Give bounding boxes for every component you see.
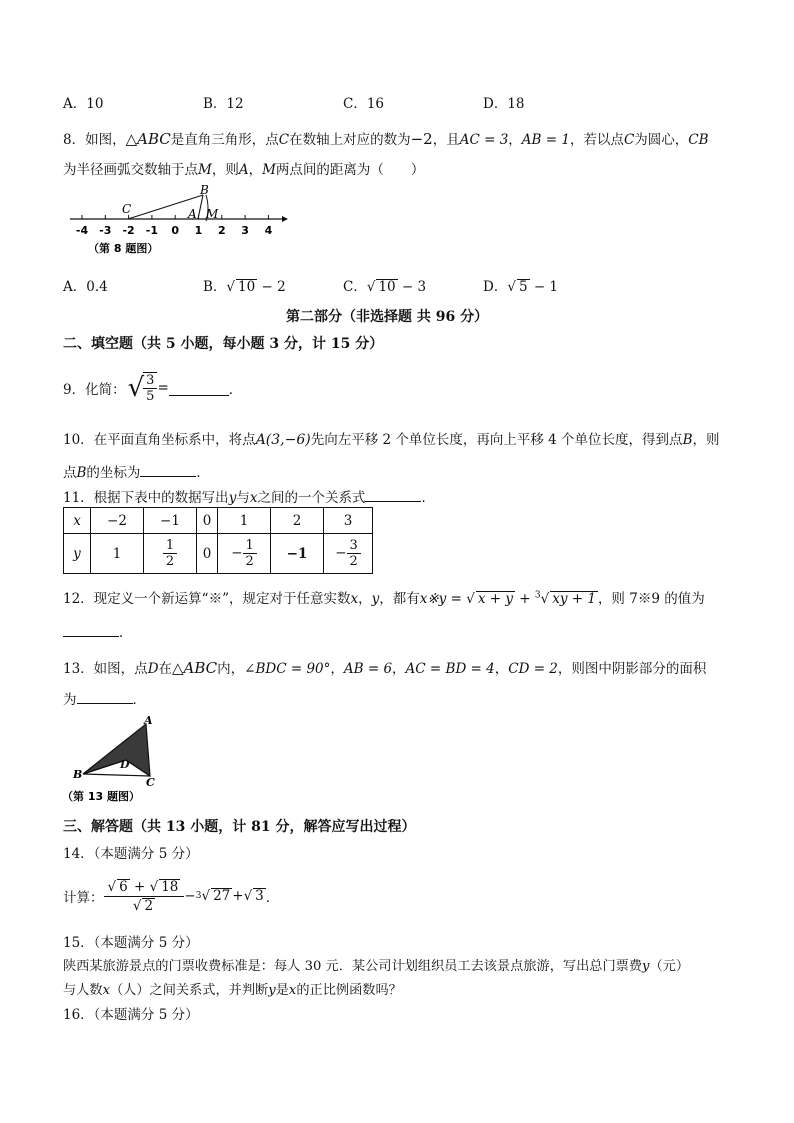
number-line-ticks — [76, 215, 273, 237]
q8-figure-caption: （第 8 题图） — [88, 242, 159, 255]
table-cell: − $\frac{1}{2}$ — [218, 534, 271, 574]
q8-line-1: 8．如图，△ABC是直角三角形，点C在数轴上对应的数为−2，且AC = 3，AB = 1，若以点C为圆心，CB — [63, 130, 709, 148]
label-c: C — [146, 776, 155, 789]
table-cell: 2 — [271, 508, 324, 534]
q8-option-d: D．√ 5 − 1 — [483, 279, 559, 295]
q10-line-1: 10．在平面直角坐标系中，将点A(3,−6)先向左平移 2 个单位长度，再向上平移 4 个单位长度，得到点B，则 — [63, 432, 720, 448]
label-d: D — [120, 758, 130, 771]
table-cell: −1 — [144, 508, 197, 534]
q12-answer-blank[interactable] — [63, 622, 119, 637]
q15-line-1: 陕西某旅游景点的门票收费标准是：每人 30 元．某公司计划组织员工去该景点旅游，写出总门票费y（元） — [63, 959, 690, 974]
table-header-x: x — [64, 508, 91, 534]
shaded-region — [83, 724, 150, 776]
label-a: A — [144, 714, 153, 727]
number-line-tick-label: 4 — [264, 224, 273, 237]
q13-triangle-figure — [62, 712, 172, 804]
label-b: B — [200, 183, 209, 197]
table-cell: $\frac{1}{2}$ — [144, 534, 197, 574]
q7-option-c: C．16 — [343, 96, 385, 112]
label-m: M — [206, 207, 219, 221]
table-cell: 1 — [218, 508, 271, 534]
q12-line-2: ． — [63, 621, 133, 641]
q9-answer-blank[interactable] — [169, 381, 229, 396]
segment-ab — [198, 195, 203, 219]
q8-option-b: B．√ 10 − 2 — [203, 279, 286, 295]
table-row-x — [64, 508, 373, 534]
q11-answer-blank[interactable] — [365, 487, 421, 502]
q13-figure-caption: （第 13 题图） — [62, 790, 140, 803]
number-line-tick-label: 3 — [241, 224, 249, 237]
number-line-tick-label: -4 — [75, 224, 89, 237]
q14-expression: 计算： $\frac{√ 6 + √ 18}{√ 2}$ − 3 √ 27 + √ 3 ． — [63, 878, 280, 914]
q8-number-line-figure — [60, 182, 300, 257]
number-line-tick-label: 2 — [217, 224, 226, 237]
q9-line: 9．化简： √ $\frac{3}{5}$ = ． — [63, 373, 243, 404]
number-line-arrow — [282, 216, 288, 222]
q11-line: 11．根据下表中的数据写出y与x之间的一个关系式 ． — [63, 486, 435, 506]
q12-line-1: 12．现定义一个新运算“※”，规定对于任意实数x，y，都有x※y = √ x + y + $^3$√ xy + 1 ，则 7※9 的值为 — [63, 590, 705, 607]
table-cell: 1 — [91, 534, 144, 574]
label-c: C — [122, 202, 132, 216]
label-a: A — [188, 207, 197, 221]
section2-title: 二、填空题（共 5 小题，每小题 3 分，计 15 分） — [63, 336, 384, 352]
table-cell: 0 — [197, 508, 218, 534]
number-line-tick-label: -3 — [99, 224, 112, 237]
section3-title: 三、解答题（共 13 小题，计 81 分，解答应写出过程） — [63, 819, 416, 835]
number-line-tick-label: -1 — [145, 224, 159, 237]
q8-line-2: 为半径画弧交数轴于点M，则A，M两点间的距离为（ ） — [63, 162, 425, 178]
q10-line-2: 点B的坐标为 ． — [63, 461, 210, 481]
q13-line-1: 13．如图，点D在△ABC内，∠BDC = 90°，AB = 6，AC = BD = 4，CD = 2，则图中阴影部分的面积 — [63, 659, 707, 677]
q7-option-d: D．18 — [483, 96, 525, 112]
part2-title: 第二部分（非选择题 共 96 分） — [286, 309, 489, 325]
label-b: B — [73, 768, 83, 781]
q8-option-a: A．0.4 — [63, 279, 108, 295]
q15-line-2: 与人数x（人）之间关系式，并判断y是x的正比例函数吗？ — [63, 983, 402, 998]
table-header-y: y — [64, 534, 91, 574]
table-row-y — [64, 534, 373, 574]
number-line-tick-label: 1 — [194, 224, 203, 237]
q7-option-b: B．12 — [203, 96, 244, 112]
segment-bc — [83, 774, 150, 776]
q7-option-a: A．10 — [63, 96, 104, 112]
table-cell: −1 — [271, 534, 324, 574]
table-cell: 0 — [197, 534, 218, 574]
q11-value-table — [63, 507, 373, 574]
q15-heading: 15．（本题满分 5 分） — [63, 935, 199, 951]
number-line-tick-label: 0 — [171, 224, 180, 237]
table-cell: − $\frac{3}{2}$ — [324, 534, 373, 574]
table-cell: −2 — [91, 508, 144, 534]
q13-line-2: 为 ． — [63, 688, 146, 708]
q16-heading: 16．（本题满分 5 分） — [63, 1007, 199, 1023]
table-cell: 3 — [324, 508, 373, 534]
q10-answer-blank[interactable] — [140, 462, 196, 477]
number-line-tick-label: -2 — [122, 224, 135, 237]
q8-option-c: C．√ 10 − 3 — [343, 279, 427, 295]
q13-answer-blank[interactable] — [77, 689, 133, 704]
q14-heading: 14．（本题满分 5 分） — [63, 846, 199, 862]
